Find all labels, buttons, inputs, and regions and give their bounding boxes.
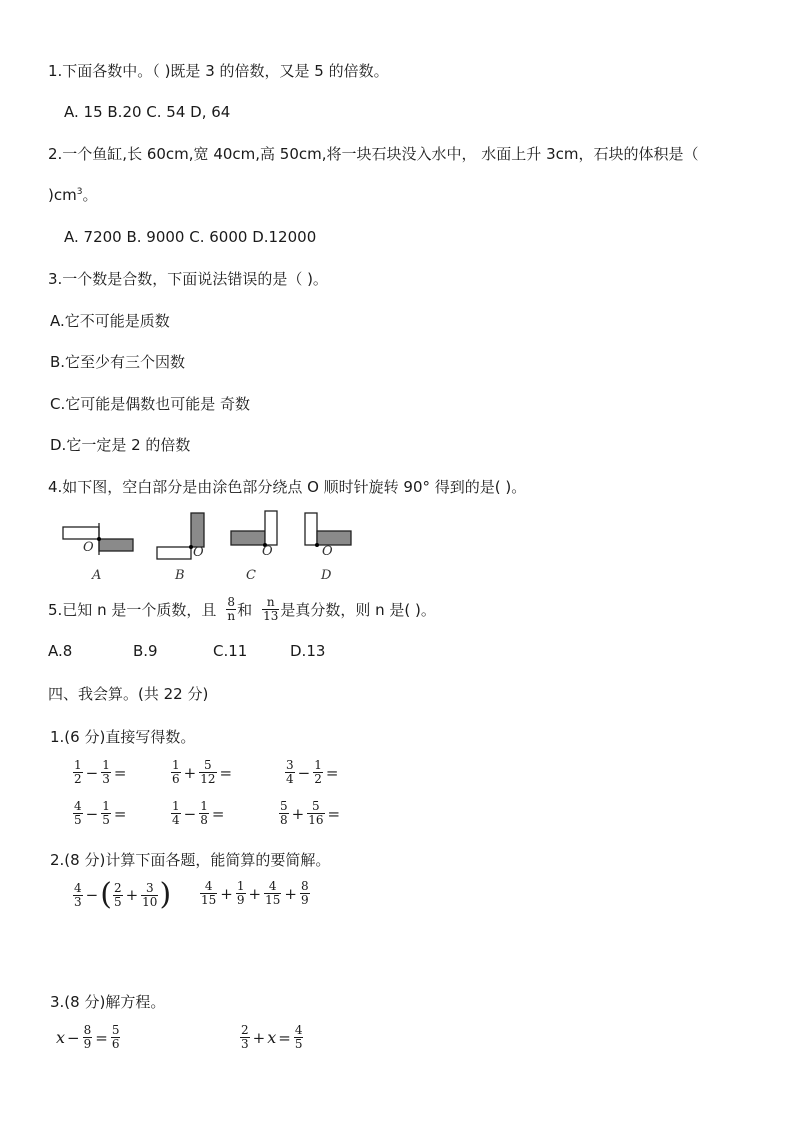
calc-1-3: $\frac{3}{4}$ − $\frac{1}{2}$ = <box>286 758 339 786</box>
equation-2: $\frac{2}{3}$ + x = $\frac{4}{5}$ <box>241 1023 303 1051</box>
figure-d-label: D <box>321 568 332 583</box>
q5-option-a: A.8 <box>48 642 73 660</box>
part2-expr-1: $\frac{4}{3}$ − ( $\frac{2}{5}$ + $\frac{3}{10}$ ) <box>74 877 172 912</box>
q5-fraction-n-13: $\frac{n}{13}$ <box>263 594 279 623</box>
figure-a-center-label: O <box>83 540 94 555</box>
q2-stem: 2.一个鱼缸,长 60cm,宽 40cm,高 50cm,将一块石块没入水中， 水面上升 3cm，石块的体积是（ <box>48 145 699 163</box>
q3-option-d: D.它一定是 2 的倍数 <box>50 436 191 454</box>
q5-fraction-8-n: $\frac{8}{n}$ <box>227 594 236 623</box>
calc-1-2: $\frac{1}{6}$ + $\frac{5}{12}$ = <box>172 758 233 786</box>
q1-options: A. 15 B.20 C. 54 D, 64 <box>64 103 231 121</box>
q5-suffix: 是真分数，则 n 是( )。 <box>280 600 436 619</box>
q1-stem: 1.下面各数中。（ )既是 3 的倍数，又是 5 的倍数。 <box>48 62 389 80</box>
q5-option-b: B.9 <box>133 642 158 660</box>
figure-d <box>305 513 351 547</box>
q5-stem <box>48 593 436 625</box>
figure-b-label: B <box>175 568 185 583</box>
calc-1-1: $\frac{1}{2}$ − $\frac{1}{3}$ = <box>74 758 127 786</box>
q3-option-c: C.它可能是偶数也可能是 奇数 <box>50 395 251 413</box>
q2-stem-cont: )$cm^3$。 <box>48 186 98 204</box>
figure-d-center-label: O <box>322 544 333 559</box>
figure-c-center-label: O <box>262 544 273 559</box>
calc-2-1: $\frac{4}{5}$ − $\frac{1}{5}$ = <box>74 799 127 827</box>
q3-stem: 3.一个数是合数，下面说法错误的是（ )。 <box>48 270 328 288</box>
calc-2-2: $\frac{1}{4}$ − $\frac{1}{8}$ = <box>172 799 225 827</box>
equation-1: x − $\frac{8}{9}$ = $\frac{5}{6}$ <box>56 1023 120 1051</box>
figure-a <box>63 523 133 555</box>
figure-c-label: C <box>246 568 256 583</box>
q3-option-b: B.它至少有三个因数 <box>50 353 186 371</box>
section4-title: 四、我会算。(共 22 分) <box>48 685 209 703</box>
figure-c <box>231 511 277 547</box>
part2-expr-2: $\frac{4}{15}$ + $\frac{1}{9}$ + $\frac{4}{15}$ + $\frac{8}{9}$ <box>201 879 309 907</box>
q5-option-c: C.11 <box>213 642 248 660</box>
q3-option-a: A.它不可能是质数 <box>50 312 170 330</box>
q5-and: 和 <box>237 600 253 619</box>
q2-options: A. 7200 B. 9000 C. 6000 D.12000 <box>64 228 317 246</box>
calc-2-3: $\frac{5}{8}$ + $\frac{5}{16}$ = <box>280 799 341 827</box>
figure-a-label: A <box>92 568 102 583</box>
part1-stem: 1.(6 分)直接写得数。 <box>50 728 196 746</box>
q5-prefix: 5.已知 n 是一个质数，且 <box>48 600 217 619</box>
part3-stem: 3.(8 分)解方程。 <box>50 993 166 1011</box>
part2-stem: 2.(8 分)计算下面各题，能简算的要简解。 <box>50 851 331 869</box>
q4-stem: 4.如下图，空白部分是由涂色部分绕点 O 顺时针旋转 90° 得到的是( )。 <box>48 478 527 496</box>
figure-b-center-label: O <box>193 545 204 560</box>
q5-option-d: D.13 <box>290 642 326 660</box>
